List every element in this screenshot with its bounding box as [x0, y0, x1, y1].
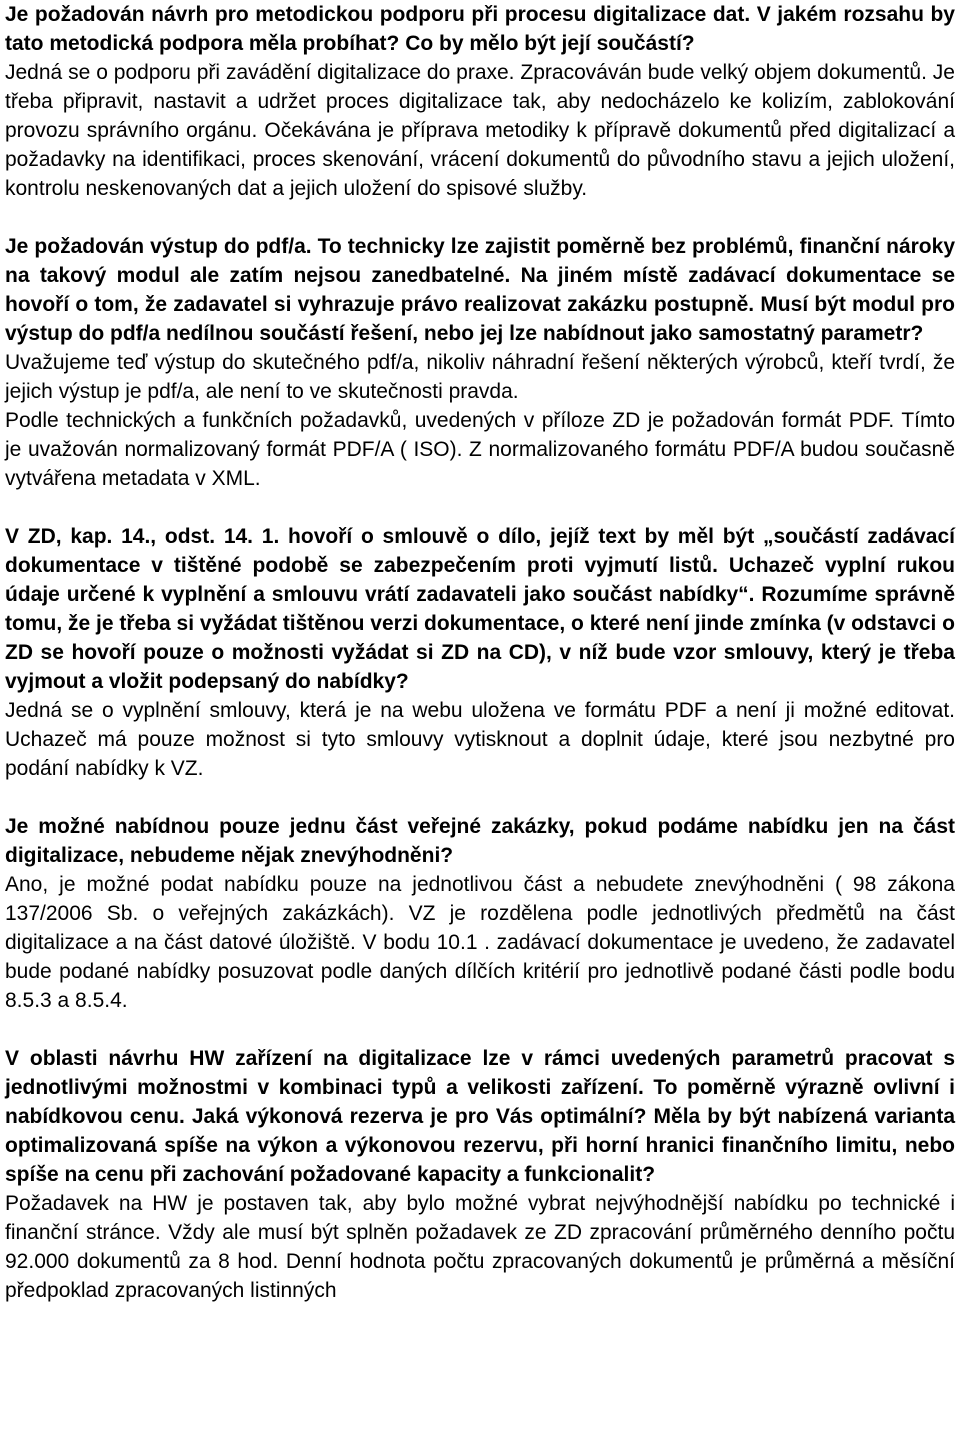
answer-cast-zakazky: Ano, je možné podat nabídku pouze na jednotlivou část a nebudete znevýhodněni ( 98 zákona 137/2006 Sb. o veřejných zakázkách). VZ je rozdělena podle jednotlivých předmětů na část digitalizace a na část datové úložiště. V bodu 10.1 . zadávací dokumentace je uvedeno, že zadavatel bude podané nabídky posuzovat podle daných dílčích kritérií pro jednotlivě podané části podle bodu 8.5.3 a 8.5.4. — [5, 873, 955, 1012]
answer-pdfa-line-1: Uvažujeme teď výstup do skutečného pdf/a, nikoliv náhradní řešení některých výrobců, kteří tvrdí, že jejich výstup je pdf/a, ale není to ve skutečnosti pravda. — [5, 351, 955, 403]
question-smlouva-o-dilo: V ZD, kap. 14., odst. 14. 1. hovoří o smlouvě o dílo, jejíž text by měl být „součástí zadávací dokumentace v tištěné podobě se zabezpečením proti vyjmutí listů. Uchazeč vyplní rukou údaje určené k vyplnění a smlouvu vrátí zadavateli jako součást nabídky“. Rozumíme správně tomu, že je třeba si vyžádat tištěnou verzi dokumentace, o které není jinde zmínka (v odstavci o ZD se hovoří pouze o možnosti vyžádat si ZD na CD), v níž bude vzor smlouvy, který je třeba vyjmout a vložit podepsaný do nabídky? — [5, 525, 955, 693]
paragraph-spacer — [5, 783, 955, 812]
answer-pdfa-line-2: Podle technických a funkčních požadavků, uvedených v příloze ZD je požadován formát PDF. Tímto je uvažován normalizovaný formát PDF/A ( ISO). Z normalizovaného formátu PDF/A budou současně vytvářena metadata v XML. — [5, 409, 955, 490]
answer-hw-zarizeni: Požadavek na HW je postaven tak, aby bylo možné vybrat nejvýhodnější nabídku po technické i finanční stránce. Vždy ale musí být splněn požadavek ze ZD zpracování průměrného denního počtu 92.000 dokumentů za 8 hod. Denní hodnota počtu zpracovaných dokumentů je průměrná a měsíční předpoklad zpracovaných listinných — [5, 1192, 955, 1302]
question-pdfa: Je požadován výstup do pdf/a. To technicky lze zajistit poměrně bez problémů, finanční nároky na takový modul ale zatím nejsou zanedbatelné. Na jiném místě zadávací dokumentace se hovoří o tom, že zadavatel si vyhrazuje právo realizovat zakázku postupně. Musí být modul pro výstup do pdf/a nedílnou součástí řešení, nebo jej lze nabídnout jako samostatný parametr? — [5, 235, 955, 345]
paragraph-spacer — [5, 493, 955, 522]
document-page — [5, 0, 955, 1305]
answer-smlouva-o-dilo: Jedná se o vyplnění smlouvy, která je na webu uložena ve formátu PDF a není ji možné editovat. Uchazeč má pouze možnost si tyto smlouvy vytisknout a doplnit údaje, které jsou nezbytné pro podání nabídky k VZ. — [5, 699, 955, 780]
question-cast-zakazky: Je možné nabídnou pouze jednu část veřejné zakázky, pokud podáme nabídku jen na část digitalizace, nebudeme nějak znevýhodněni? — [5, 815, 955, 867]
paragraph-spacer — [5, 1015, 955, 1044]
answer-metodicka-podpora: Jedná se o podporu při zavádění digitalizace do praxe. Zpracováván bude velký objem dokumentů. Je třeba připravit, nastavit a udržet proces digitalizace tak, aby nedocházelo ke kolizím, zablokování provozu správního orgánu. Očekávána je příprava metodiky k přípravě dokumentů před digitalizací a požadavky na identifikaci, proces skenování, vrácení dokumentů do původního stavu a jejich uložení, kontrolu neskenovaných dat a jejich uložení do spisové služby. — [5, 61, 955, 200]
paragraph-spacer — [5, 203, 955, 232]
question-hw-zarizeni: V oblasti návrhu HW zařízení na digitalizace lze v rámci uvedených parametrů pracovat s jednotlivými možnostmi v kombinaci typů a velikosti zařízení. To poměrně výrazně ovlivní i nabídkovou cenu. Jaká výkonová rezerva je pro Vás optimální? Měla by být nabízená varianta optimalizovaná spíše na výkon a výkonovou rezervu, při horní hranici finančního limitu, nebo spíše na cenu při zachování požadované kapacity a funkcionalit? — [5, 1047, 955, 1186]
question-metodicka-podpora: Je požadován návrh pro metodickou podporu při procesu digitalizace dat. V jakém rozsahu by tato metodická podpora měla probíhat? Co by mělo být její součástí? — [5, 3, 955, 55]
